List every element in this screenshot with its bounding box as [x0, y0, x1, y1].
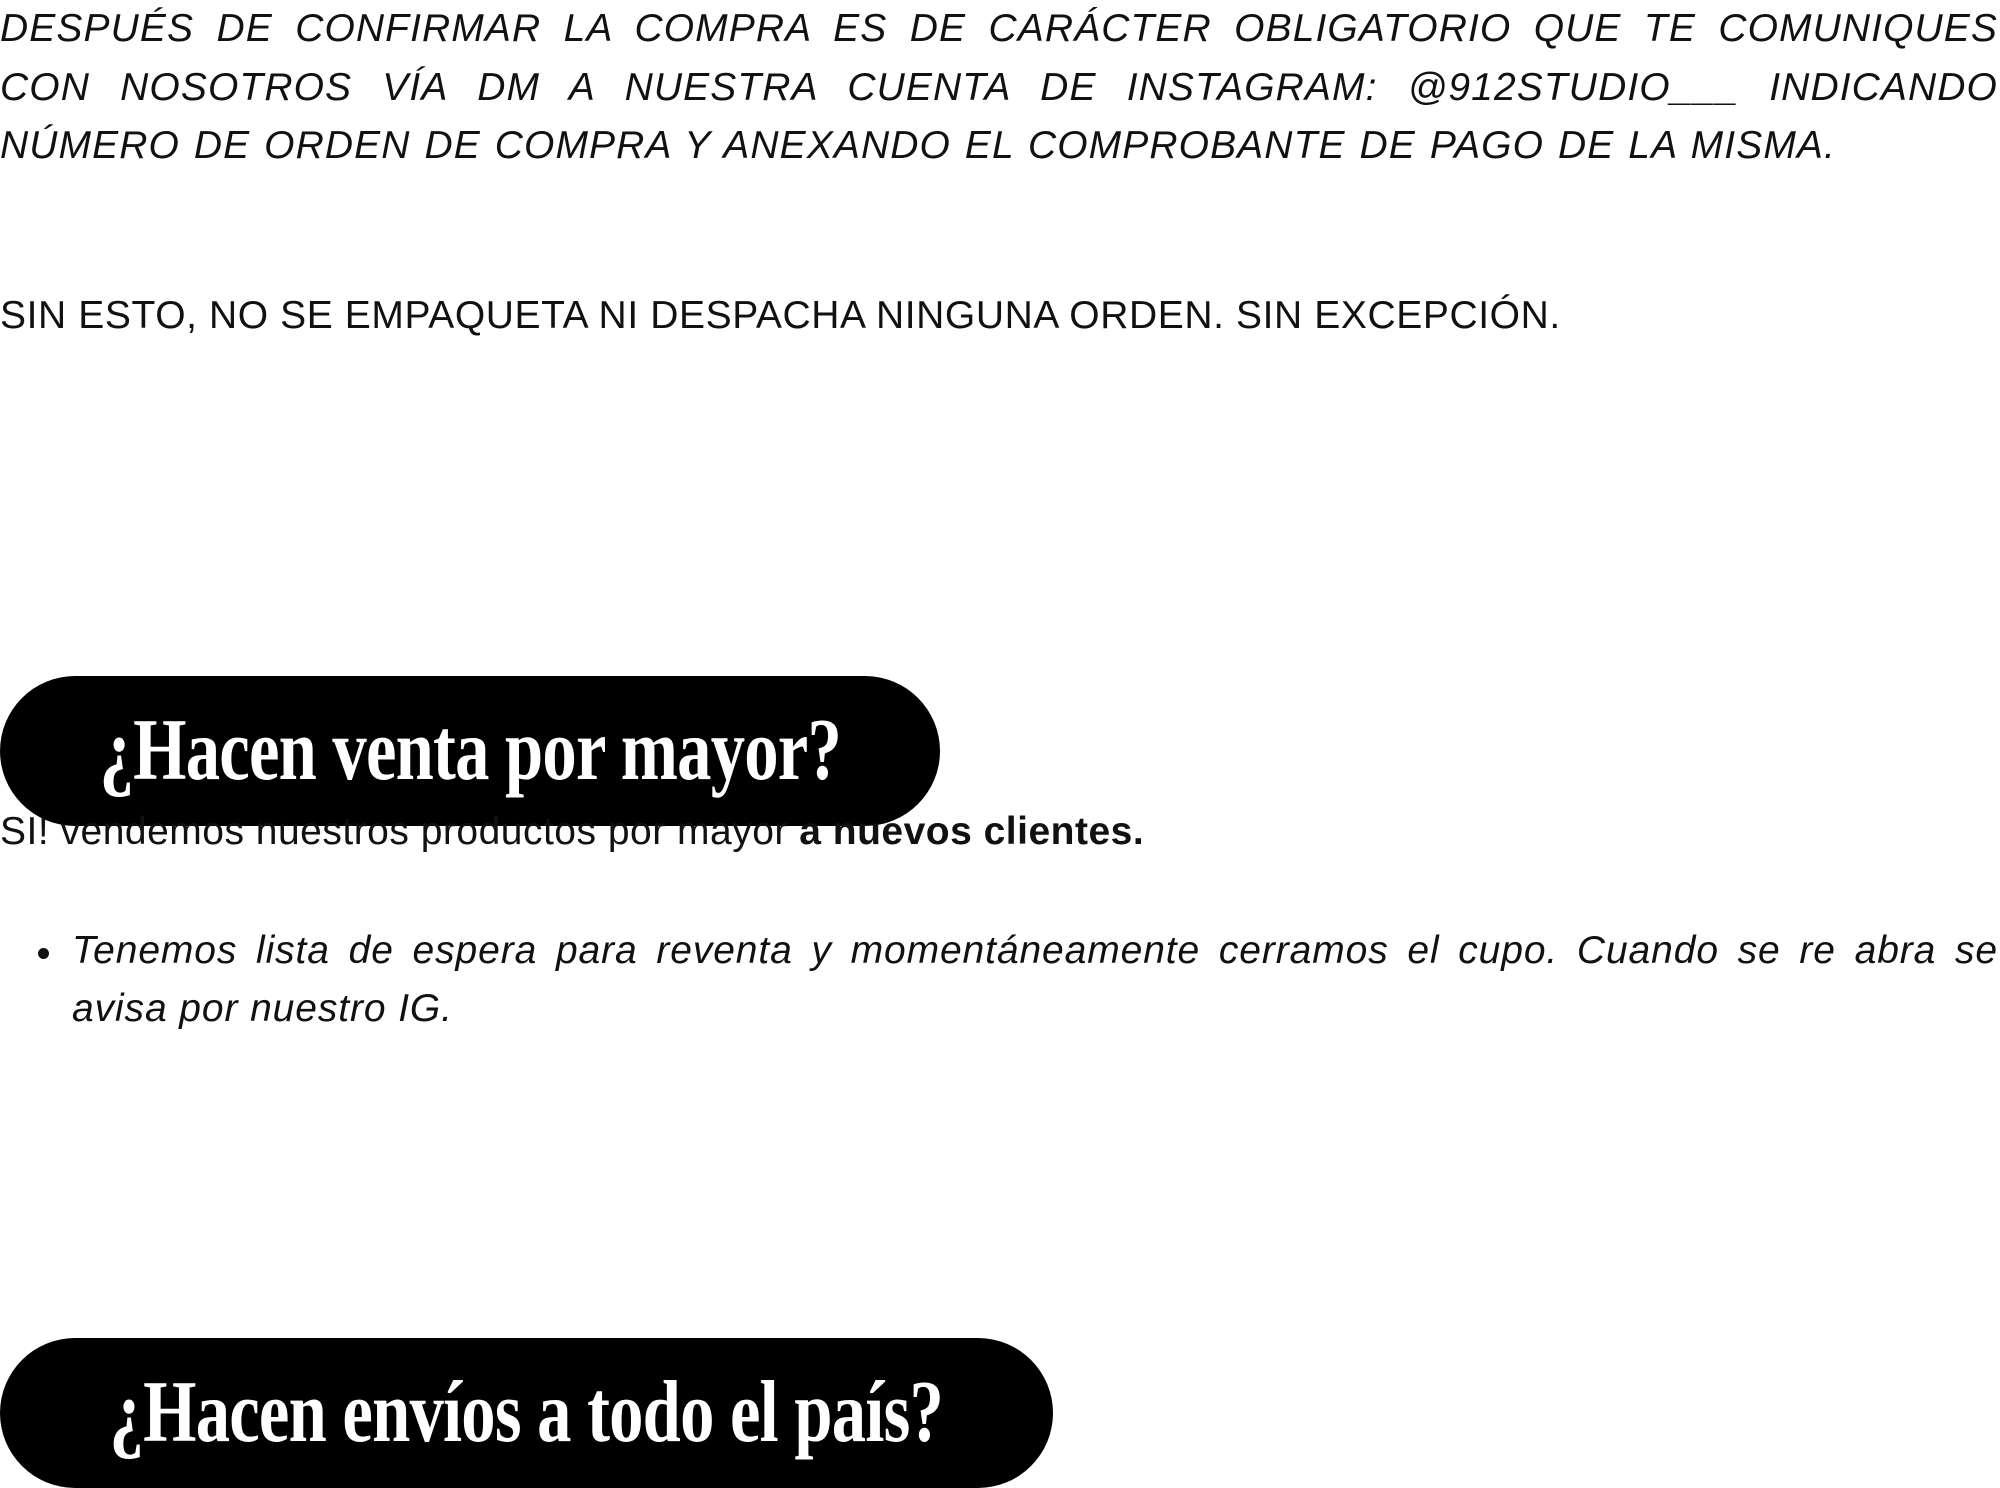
- bullet-dot-icon: [38, 948, 49, 959]
- purchase-notice: DESPUÉS DE CONFIRMAR LA COMPRA ES DE CARÁCTER OBLIGATORIO QUE TE COMUNIQUES CON NOSOTROS VÍA DM A NUESTRA CUENTA DE INSTAGRAM: @912STUDIO___ INDICANDO NÚMERO DE ORDEN DE COMPRA Y ANEXANDO EL COMPROBANTE DE PAGO DE LA MISMA.: [0, 7, 1998, 167]
- answer-bold-text: a nuevos clientes.: [799, 810, 1145, 853]
- faq-answer-wholesale: [0, 803, 1144, 861]
- wholesale-notes-list: [0, 922, 1998, 1038]
- faq-question-wholesale-label: ¿Hacen venta por mayor?: [99, 702, 841, 800]
- faq-question-shipping-label: ¿Hacen envíos a todo el país?: [109, 1364, 944, 1462]
- list-item: [0, 922, 1998, 1038]
- dispatch-warning: SIN ESTO, NO SE EMPAQUETA NI DESPACHA NINGUNA ORDEN. SIN EXCEPCIÓN.: [0, 294, 1561, 337]
- answer-lead-text: SI! vendemos nuestros productos por mayor: [0, 810, 800, 853]
- list-item-text: Tenemos lista de espera para reventa y momentáneamente cerramos el cupo. Cuando se re abra se avisa por nuestro IG.: [72, 929, 1998, 1030]
- faq-question-shipping: [0, 1338, 1053, 1488]
